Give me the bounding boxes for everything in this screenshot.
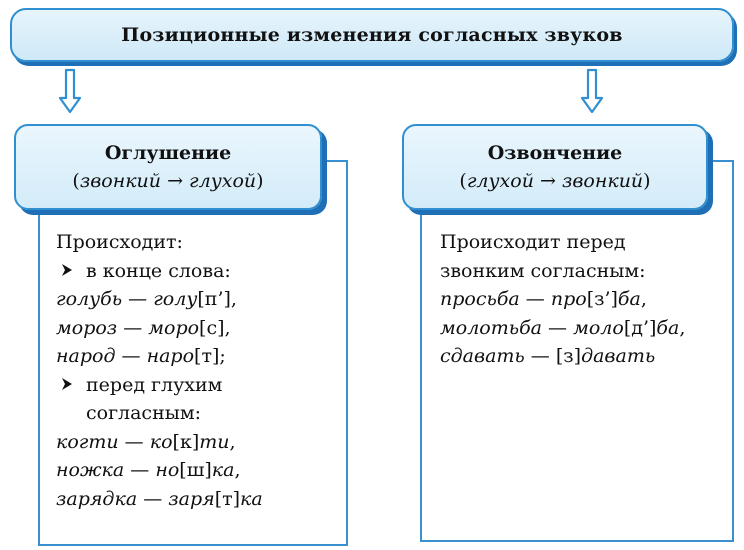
arrow-down-right-icon bbox=[580, 68, 604, 114]
right-content bbox=[440, 228, 685, 371]
right-sub-from: глухой bbox=[466, 170, 534, 192]
left-bullet-1 bbox=[56, 257, 263, 286]
right-sub-open: ( bbox=[459, 170, 467, 192]
right-intro-1: Происходит перед bbox=[440, 231, 626, 253]
diagram-title bbox=[10, 8, 734, 62]
right-subheading bbox=[459, 170, 650, 192]
right-intro-2: звонким согласным: bbox=[440, 259, 646, 282]
left-sub-close: ) bbox=[256, 170, 264, 192]
left-example-6: зарядка — заря[т]ка bbox=[56, 487, 263, 510]
left-header bbox=[14, 124, 322, 210]
left-example-1: голубь — голу[п’], bbox=[56, 288, 237, 310]
left-example-5: ножка — но[ш]ка, bbox=[56, 459, 241, 481]
left-bullet-2-text: перед глухим bbox=[86, 373, 223, 396]
left-sub-from: звонкий bbox=[79, 170, 162, 192]
arrow-down-left-icon bbox=[58, 68, 82, 114]
left-sub-to: глухой bbox=[189, 170, 257, 192]
right-sub-close: ) bbox=[643, 170, 651, 192]
right-header bbox=[402, 124, 708, 210]
right-example-3: сдавать — [з]давать bbox=[440, 345, 656, 367]
left-sub-open: ( bbox=[72, 170, 80, 192]
left-example-4: когти — ко[к]ти, bbox=[56, 430, 236, 453]
left-example-3: народ — наро[т]; bbox=[56, 345, 226, 367]
right-example-2: молотьба — моло[д’]ба, bbox=[440, 316, 686, 339]
arrowhead-right-icon bbox=[56, 371, 86, 400]
left-sub-arrow: → bbox=[167, 170, 183, 192]
right-example-1: просьба — про[з’]ба, bbox=[440, 288, 647, 310]
left-heading: Оглушение bbox=[104, 142, 232, 164]
arrowhead-right-icon bbox=[56, 257, 86, 286]
right-heading: Озвончение bbox=[487, 142, 623, 164]
left-content bbox=[56, 228, 263, 513]
left-intro: Происходит: bbox=[56, 231, 183, 253]
left-subheading bbox=[72, 170, 263, 192]
diagram-title-text: Позиционные изменения согласных звуков bbox=[121, 24, 623, 46]
left-bullet-2-cont: согласным: bbox=[86, 402, 202, 424]
right-sub-arrow: → bbox=[540, 170, 556, 192]
left-bullet-1-text: в конце слова: bbox=[86, 259, 231, 282]
right-sub-to: звонкий bbox=[561, 170, 644, 192]
left-bullet-2 bbox=[56, 371, 263, 400]
left-example-2: мороз — моро[с], bbox=[56, 316, 231, 339]
